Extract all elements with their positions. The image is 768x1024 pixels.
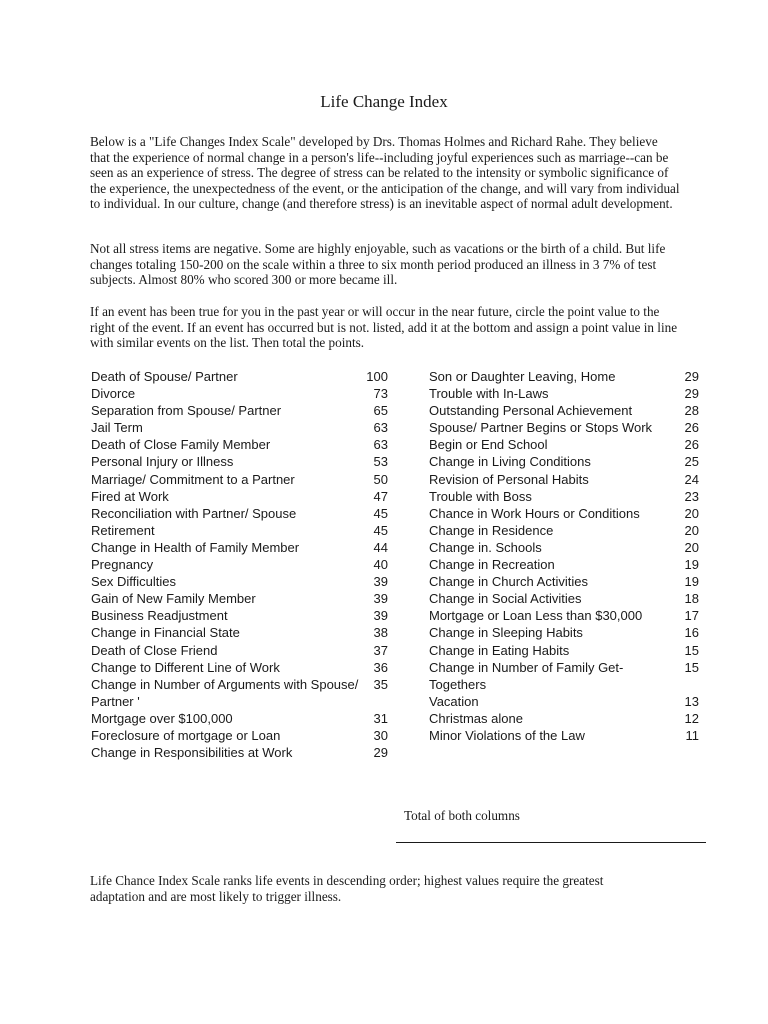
event-points[interactable]: 53 bbox=[373, 454, 388, 470]
event-row[interactable] bbox=[429, 607, 699, 624]
event-row[interactable] bbox=[429, 419, 699, 436]
event-row[interactable] bbox=[429, 642, 699, 659]
event-label: Personal Injury or Illness bbox=[91, 454, 234, 470]
event-label: Pregnancy bbox=[91, 557, 154, 573]
event-label: Vacation bbox=[429, 693, 479, 709]
event-label: Separation from Spouse/ Partner bbox=[91, 403, 282, 419]
event-row[interactable] bbox=[429, 693, 699, 710]
event-row[interactable] bbox=[429, 453, 699, 470]
event-row[interactable] bbox=[91, 453, 388, 470]
intro-paragraph: Below is a "Life Changes Index Scale" developed by Drs. Thomas Holmes and Richard Rahe. They believe that the experience of normal change in a person's life--including joyful experiences such as marriage--can be seen as an experience of stress. The degree of stress can be related to the intensity or symbolic significance of the experience, the unexpectedness of the event, or the anticipation of the change, and will vary from individual to individual. In our culture, change (and therefore stress) is an inevitable aspect of normal adult development. bbox=[90, 134, 680, 212]
event-label: Change in Living Conditions bbox=[429, 454, 591, 470]
event-row[interactable] bbox=[91, 471, 388, 488]
event-points[interactable]: 44 bbox=[373, 539, 388, 555]
event-label: Change in Recreation bbox=[429, 557, 555, 573]
event-points[interactable]: 29 bbox=[373, 745, 388, 761]
event-label: Jail Term bbox=[91, 420, 143, 436]
event-row[interactable] bbox=[91, 385, 388, 402]
event-row[interactable] bbox=[91, 624, 388, 641]
event-row[interactable] bbox=[429, 727, 699, 744]
total-entry-line[interactable] bbox=[396, 842, 706, 843]
event-label: Outstanding Personal Achievement bbox=[429, 403, 633, 419]
event-points[interactable]: 20 bbox=[684, 505, 699, 521]
event-label: Death of Close Family Member bbox=[91, 437, 271, 453]
event-points[interactable]: 100 bbox=[366, 369, 388, 384]
event-label: Gain of New Family Member bbox=[91, 591, 256, 607]
total-label: Total of both columns bbox=[404, 808, 520, 823]
event-points[interactable]: 18 bbox=[684, 591, 699, 607]
event-points[interactable]: 26 bbox=[684, 420, 699, 436]
event-points[interactable]: 13 bbox=[684, 693, 699, 709]
event-row[interactable] bbox=[429, 436, 699, 453]
event-points[interactable]: 63 bbox=[373, 420, 388, 436]
event-row[interactable] bbox=[429, 590, 699, 607]
event-label: Change to Different Line of Work bbox=[91, 659, 280, 675]
event-row[interactable] bbox=[429, 659, 699, 693]
event-row[interactable] bbox=[429, 505, 699, 522]
event-label: Change in Financial State bbox=[91, 625, 240, 641]
event-points[interactable]: 25 bbox=[684, 454, 699, 470]
event-row[interactable] bbox=[91, 402, 388, 419]
event-row[interactable] bbox=[429, 573, 699, 590]
event-points[interactable]: 36 bbox=[373, 659, 388, 675]
event-row[interactable] bbox=[429, 402, 699, 419]
event-label: Change in Health of Family Member bbox=[91, 539, 300, 555]
event-label: Fired at Work bbox=[91, 488, 169, 504]
event-row[interactable] bbox=[429, 385, 699, 402]
event-label: Mortgage or Loan Less than $30,000 bbox=[429, 608, 643, 624]
event-label: Death of Spouse/ Partner bbox=[91, 369, 238, 384]
event-points[interactable]: 11 bbox=[685, 727, 699, 743]
event-points[interactable]: 39 bbox=[373, 591, 388, 607]
event-label: Foreclosure of mortgage or Loan bbox=[91, 727, 281, 743]
event-row[interactable] bbox=[91, 676, 388, 710]
event-label: Minor Violations of the Law bbox=[429, 727, 585, 743]
event-points[interactable]: 63 bbox=[373, 437, 388, 453]
event-label: Change in. Schools bbox=[429, 539, 542, 555]
event-row[interactable] bbox=[91, 744, 388, 761]
event-points[interactable]: 31 bbox=[373, 710, 388, 726]
event-row[interactable] bbox=[91, 556, 388, 573]
footer-note: Life Chance Index Scale ranks life events in descending order; highest values require the greatest adaptation and are most likely to trigger illness. bbox=[90, 873, 604, 904]
event-points[interactable]: 73 bbox=[373, 386, 388, 402]
event-label: Sex Difficulties bbox=[91, 574, 177, 590]
event-label: Divorce bbox=[91, 386, 136, 402]
event-row[interactable] bbox=[91, 642, 388, 659]
event-points[interactable]: 23 bbox=[684, 488, 699, 504]
event-points[interactable]: 29 bbox=[684, 386, 699, 402]
event-points[interactable]: 20 bbox=[684, 522, 699, 538]
event-row[interactable] bbox=[429, 368, 699, 385]
event-row[interactable] bbox=[91, 522, 388, 539]
event-row[interactable] bbox=[91, 539, 388, 556]
event-points[interactable]: 39 bbox=[373, 574, 388, 590]
event-points[interactable]: 15 bbox=[684, 642, 699, 658]
event-points[interactable]: 17 bbox=[684, 608, 699, 624]
event-row[interactable] bbox=[91, 727, 388, 744]
event-label: Retirement bbox=[91, 522, 155, 538]
event-label: Begin or End School bbox=[429, 437, 548, 453]
event-row[interactable] bbox=[429, 539, 699, 556]
event-points[interactable]: 39 bbox=[373, 608, 388, 624]
event-points[interactable]: 50 bbox=[373, 471, 388, 487]
event-label: Reconciliation with Partner/ Spouse bbox=[91, 505, 297, 521]
event-row[interactable] bbox=[429, 710, 699, 727]
event-row[interactable] bbox=[429, 488, 699, 505]
event-row[interactable] bbox=[91, 436, 388, 453]
event-points[interactable]: 45 bbox=[373, 505, 388, 521]
event-points[interactable]: 16 bbox=[684, 625, 699, 641]
event-points[interactable]: 40 bbox=[373, 557, 388, 573]
event-row[interactable] bbox=[91, 573, 388, 590]
event-points[interactable]: 15 bbox=[684, 659, 699, 675]
event-row[interactable] bbox=[91, 607, 388, 624]
event-points[interactable]: 45 bbox=[373, 522, 388, 538]
event-label: Spouse/ Partner Begins or Stops Work bbox=[429, 420, 653, 436]
event-label: Change in Residence bbox=[429, 522, 554, 538]
stress-paragraph: Not all stress items are negative. Some are highly enjoyable, such as vacations or the birth of a child. But life changes totaling 150-200 on the scale within a three to six month period produced an illness in 3 7% of test subjects. Almost 80% who scored 300 or more became ill. bbox=[90, 241, 666, 288]
event-points[interactable]: 38 bbox=[373, 625, 388, 641]
event-row[interactable] bbox=[91, 488, 388, 505]
event-points[interactable]: 28 bbox=[684, 403, 699, 419]
event-label: Trouble with In-Laws bbox=[429, 386, 549, 402]
event-points[interactable]: 30 bbox=[373, 727, 388, 743]
event-row[interactable] bbox=[429, 471, 699, 488]
event-label: Death of Close Friend bbox=[91, 642, 218, 658]
event-row[interactable] bbox=[91, 505, 388, 522]
event-label: Son or Daughter Leaving, Home bbox=[429, 369, 616, 384]
event-row[interactable] bbox=[91, 368, 388, 385]
page-title: Life Change Index bbox=[320, 92, 448, 111]
event-label: Change in Sleeping Habits bbox=[429, 625, 583, 641]
event-points[interactable]: 35 bbox=[373, 676, 388, 692]
event-label: Marriage/ Commitment to a Partner bbox=[91, 471, 295, 487]
event-label: Revision of Personal Habits bbox=[429, 471, 589, 487]
event-points[interactable]: 26 bbox=[684, 437, 699, 453]
left-event-column bbox=[91, 368, 388, 761]
event-row[interactable] bbox=[91, 710, 388, 727]
event-label: Trouble with Boss bbox=[429, 488, 532, 504]
event-points[interactable]: 47 bbox=[373, 488, 388, 504]
event-points[interactable]: 29 bbox=[684, 369, 699, 384]
event-row[interactable] bbox=[429, 522, 699, 539]
event-label: Christmas alone bbox=[429, 710, 523, 726]
event-points[interactable]: 19 bbox=[684, 574, 699, 590]
event-points[interactable]: 12 bbox=[684, 710, 699, 726]
event-label: Change in Eating Habits bbox=[429, 642, 570, 658]
event-row[interactable] bbox=[429, 556, 699, 573]
event-label: Mortgage over $100,000 bbox=[91, 710, 233, 726]
event-label: Change in Church Activities bbox=[429, 574, 588, 590]
event-points[interactable]: 20 bbox=[684, 539, 699, 555]
event-label: Business Readjustment bbox=[91, 608, 228, 624]
event-label: Change in Social Activities bbox=[429, 591, 582, 607]
instructions-paragraph: If an event has been true for you in the past year or will occur in the near future, circle the point value to the right of the event. If an event has occurred but is not. listed, add it at the bottom and assign a point value in line with similar events on the list. Then total the points. bbox=[90, 304, 678, 351]
event-points[interactable]: 24 bbox=[684, 471, 699, 487]
right-event-column bbox=[429, 368, 699, 744]
event-row[interactable] bbox=[91, 419, 388, 436]
event-row[interactable] bbox=[91, 590, 388, 607]
event-points[interactable]: 65 bbox=[373, 403, 388, 419]
event-row[interactable] bbox=[91, 659, 388, 676]
event-points[interactable]: 37 bbox=[373, 642, 388, 658]
event-label: Change in Number of Arguments with Spouse/ Partner ' bbox=[91, 676, 359, 709]
event-label: Change in Number of Family Get-Togethers bbox=[429, 659, 624, 692]
event-label: Chance in Work Hours or Conditions bbox=[429, 505, 640, 521]
event-label: Change in Responsibilities at Work bbox=[91, 745, 293, 761]
event-row[interactable] bbox=[429, 624, 699, 641]
event-points[interactable]: 19 bbox=[684, 557, 699, 573]
